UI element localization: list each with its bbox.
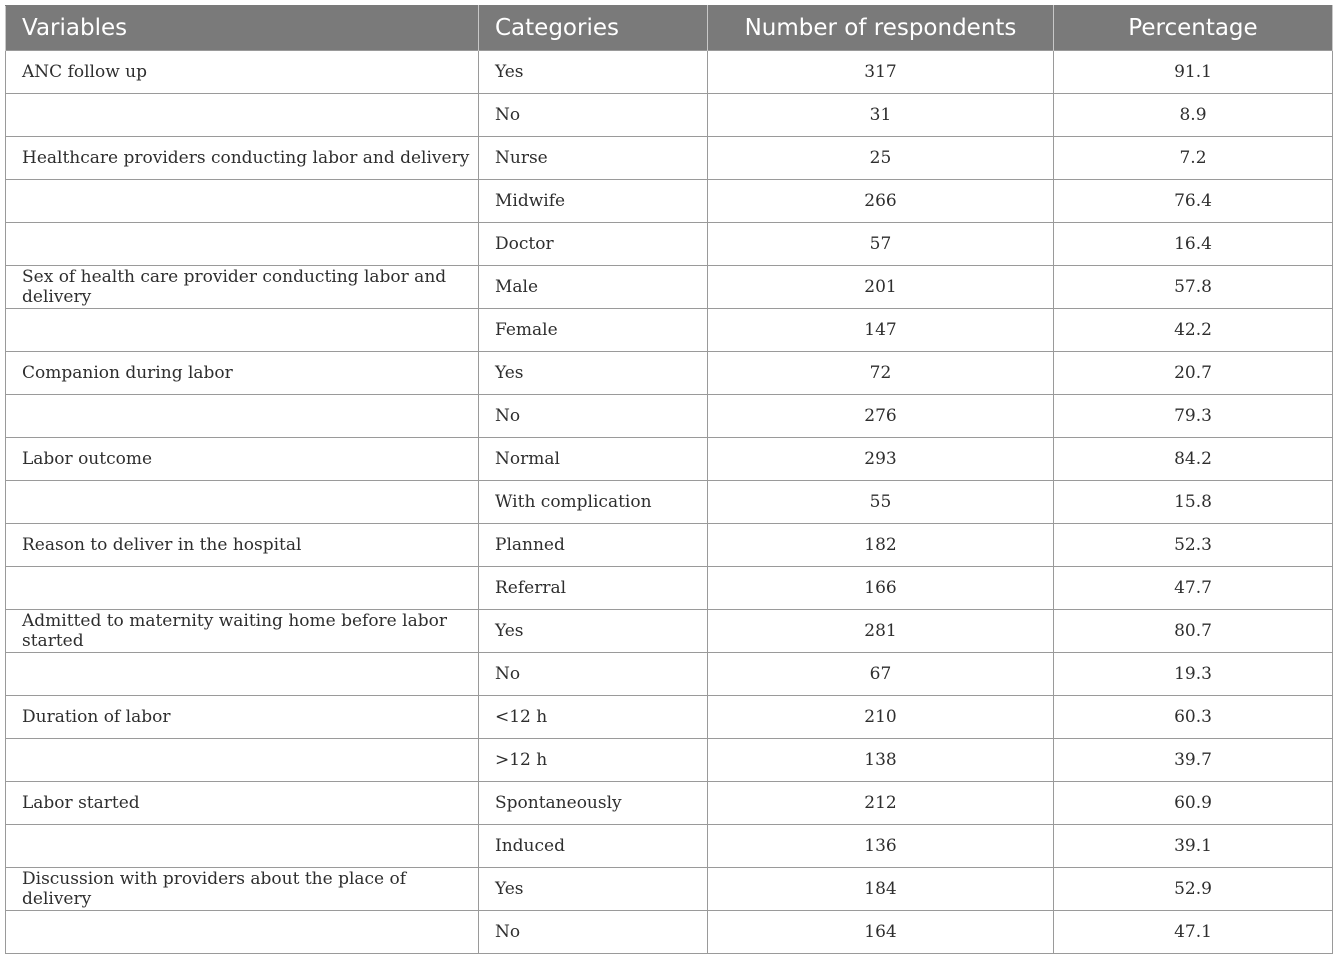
percentage-cell: 52.3 xyxy=(1054,524,1333,567)
percentage-cell: 39.1 xyxy=(1054,825,1333,868)
respondents-cell: 147 xyxy=(708,309,1054,352)
percentage-cell: 20.7 xyxy=(1054,352,1333,395)
variable-cell: Discussion with providers about the place of delivery xyxy=(6,868,479,911)
percentage-cell: 79.3 xyxy=(1054,395,1333,438)
category-cell: Normal xyxy=(479,438,708,481)
respondents-cell: 293 xyxy=(708,438,1054,481)
variable-cell xyxy=(6,739,479,782)
respondents-cell: 31 xyxy=(708,94,1054,137)
category-cell: Yes xyxy=(479,868,708,911)
variable-cell: Labor outcome xyxy=(6,438,479,481)
table-row xyxy=(6,696,1333,739)
table-row xyxy=(6,51,1333,94)
category-cell: Referral xyxy=(479,567,708,610)
respondents-cell: 25 xyxy=(708,137,1054,180)
percentage-cell: 76.4 xyxy=(1054,180,1333,223)
respondents-cell: 201 xyxy=(708,266,1054,309)
percentage-cell: 47.1 xyxy=(1054,911,1333,954)
table-row xyxy=(6,782,1333,825)
table-row xyxy=(6,825,1333,868)
variable-cell: Reason to deliver in the hospital xyxy=(6,524,479,567)
variable-cell xyxy=(6,825,479,868)
table-row xyxy=(6,180,1333,223)
percentage-cell: 47.7 xyxy=(1054,567,1333,610)
category-cell: No xyxy=(479,395,708,438)
header-variables: Variables xyxy=(6,6,479,51)
header-categories: Categories xyxy=(479,6,708,51)
percentage-cell: 91.1 xyxy=(1054,51,1333,94)
table-row xyxy=(6,524,1333,567)
respondents-cell: 182 xyxy=(708,524,1054,567)
table-row xyxy=(6,567,1333,610)
variable-cell xyxy=(6,223,479,266)
table-row xyxy=(6,223,1333,266)
variable-cell: Sex of health care provider conducting labor and delivery xyxy=(6,266,479,309)
header-percentage: Percentage xyxy=(1054,6,1333,51)
respondents-cell: 317 xyxy=(708,51,1054,94)
percentage-cell: 60.3 xyxy=(1054,696,1333,739)
variable-cell xyxy=(6,911,479,954)
table-row xyxy=(6,395,1333,438)
variable-cell xyxy=(6,481,479,524)
variable-cell: Companion during labor xyxy=(6,352,479,395)
respondents-cell: 184 xyxy=(708,868,1054,911)
category-cell: Yes xyxy=(479,610,708,653)
percentage-cell: 15.8 xyxy=(1054,481,1333,524)
respondents-cell: 72 xyxy=(708,352,1054,395)
table-row xyxy=(6,266,1333,309)
header-row xyxy=(6,6,1333,51)
category-cell: With complication xyxy=(479,481,708,524)
category-cell: Spontaneously xyxy=(479,782,708,825)
percentage-cell: 39.7 xyxy=(1054,739,1333,782)
respondents-cell: 281 xyxy=(708,610,1054,653)
respondents-cell: 210 xyxy=(708,696,1054,739)
category-cell: Yes xyxy=(479,352,708,395)
percentage-cell: 52.9 xyxy=(1054,868,1333,911)
percentage-cell: 57.8 xyxy=(1054,266,1333,309)
table-row xyxy=(6,438,1333,481)
percentage-cell: 60.9 xyxy=(1054,782,1333,825)
header-respondents: Number of respondents xyxy=(708,6,1054,51)
category-cell: Yes xyxy=(479,51,708,94)
category-cell: Induced xyxy=(479,825,708,868)
variable-cell: ANC follow up xyxy=(6,51,479,94)
category-cell: Male xyxy=(479,266,708,309)
category-cell: Nurse xyxy=(479,137,708,180)
percentage-cell: 7.2 xyxy=(1054,137,1333,180)
respondents-cell: 138 xyxy=(708,739,1054,782)
category-cell: No xyxy=(479,653,708,696)
variable-cell xyxy=(6,309,479,352)
respondents-cell: 266 xyxy=(708,180,1054,223)
respondents-cell: 212 xyxy=(708,782,1054,825)
table-row xyxy=(6,94,1333,137)
table-row xyxy=(6,868,1333,911)
percentage-cell: 80.7 xyxy=(1054,610,1333,653)
variable-cell: Admitted to maternity waiting home before labor started xyxy=(6,610,479,653)
category-cell: Planned xyxy=(479,524,708,567)
table-row xyxy=(6,137,1333,180)
table-row xyxy=(6,352,1333,395)
respondents-cell: 164 xyxy=(708,911,1054,954)
table-body xyxy=(6,51,1333,954)
variable-cell xyxy=(6,567,479,610)
respondents-cell: 276 xyxy=(708,395,1054,438)
category-cell: No xyxy=(479,911,708,954)
variable-cell: Labor started xyxy=(6,782,479,825)
variable-cell xyxy=(6,395,479,438)
table-row xyxy=(6,309,1333,352)
percentage-cell: 19.3 xyxy=(1054,653,1333,696)
obstetric-characteristics-table xyxy=(5,5,1333,954)
percentage-cell: 8.9 xyxy=(1054,94,1333,137)
category-cell: >12 h xyxy=(479,739,708,782)
respondents-cell: 166 xyxy=(708,567,1054,610)
respondents-cell: 136 xyxy=(708,825,1054,868)
table-row xyxy=(6,739,1333,782)
variable-cell xyxy=(6,653,479,696)
category-cell: <12 h xyxy=(479,696,708,739)
variable-cell xyxy=(6,180,479,223)
variable-cell: Healthcare providers conducting labor and delivery xyxy=(6,137,479,180)
variable-cell xyxy=(6,94,479,137)
category-cell: Doctor xyxy=(479,223,708,266)
respondents-cell: 55 xyxy=(708,481,1054,524)
table-row xyxy=(6,911,1333,954)
table-header xyxy=(6,6,1333,51)
percentage-cell: 84.2 xyxy=(1054,438,1333,481)
variable-cell: Duration of labor xyxy=(6,696,479,739)
table-row xyxy=(6,653,1333,696)
category-cell: Female xyxy=(479,309,708,352)
percentage-cell: 42.2 xyxy=(1054,309,1333,352)
percentage-cell: 16.4 xyxy=(1054,223,1333,266)
respondents-cell: 67 xyxy=(708,653,1054,696)
table-row xyxy=(6,610,1333,653)
category-cell: No xyxy=(479,94,708,137)
table-row xyxy=(6,481,1333,524)
respondents-cell: 57 xyxy=(708,223,1054,266)
category-cell: Midwife xyxy=(479,180,708,223)
